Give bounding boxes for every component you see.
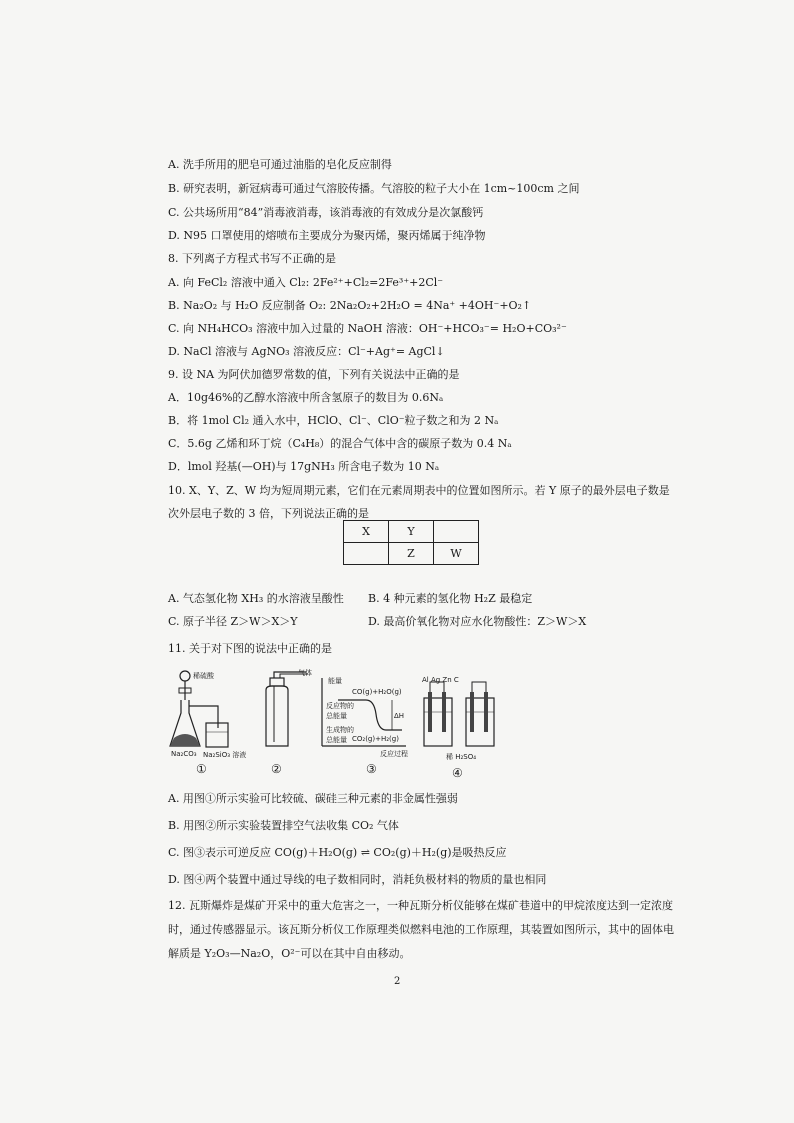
question-8-option-d: D. NaCl 溶液与 AgNO₃ 溶液反应：Cl⁻+Ag⁺= AgCl↓ bbox=[168, 345, 445, 358]
question-10-option-a: A. 气态氢化物 XH₃ 的水溶液呈酸性 bbox=[168, 592, 344, 605]
question-10-line2: 次外层电子数的 3 倍，下列说法正确的是 bbox=[168, 507, 369, 520]
periodic-table-fragment bbox=[343, 520, 479, 565]
figure-4-label: ④ bbox=[452, 766, 463, 780]
figure-3-label: ③ bbox=[366, 762, 377, 776]
question-11-option-a: A. 用图①所示实验可比较硫、碳硅三种元素的非金属性强弱 bbox=[168, 792, 458, 805]
question-8-option-c: C. 向 NH₄HCO₃ 溶液中加入过量的 NaOH 溶液：OH⁻+HCO₃⁻= H₂O+CO₃²⁻ bbox=[168, 322, 567, 335]
cell-w: W bbox=[434, 543, 479, 565]
figure-3-dh-label: ΔH bbox=[394, 712, 405, 720]
question-11-option-c: C. 图③表示可逆反应 CO(g)＋H₂O(g) ⇌ CO₂(g)＋H₂(g)是吸热反应 bbox=[168, 846, 507, 859]
figure-4-acid-label: 稀 H₂SO₄ bbox=[446, 753, 477, 761]
figure-2-label: ② bbox=[271, 762, 282, 776]
figure-3-reactant-total-2: 总能量 bbox=[326, 712, 347, 720]
question-8-option-a: A. 向 FeCl₂ 溶液中通入 Cl₂: 2Fe²⁺+Cl₂=2Fe³⁺+2Cl⁻ bbox=[168, 276, 444, 289]
figure-3-product-total-2: 总能量 bbox=[326, 736, 347, 744]
figure-3-progress-label: 反应过程 bbox=[380, 750, 408, 758]
cell-empty bbox=[344, 543, 389, 565]
question-11-option-b: B. 用图②所示实验装置排空气法收集 CO₂ 气体 bbox=[168, 819, 399, 832]
question-11: 11. 关于对下图的说法中正确的是 bbox=[168, 642, 332, 655]
option-c-line: C. 公共场所用“84”消毒液消毒，该消毒液的有效成分是次氯酸钙 bbox=[168, 206, 484, 219]
question-8-option-b: B. Na₂O₂ 与 H₂O 反应制备 O₂: 2Na₂O₂+2H₂O = 4Na⁺ +4OH⁻+O₂↑ bbox=[168, 299, 532, 312]
question-10-option-b: B. 4 种元素的氢化物 H₂Z 最稳定 bbox=[368, 592, 533, 605]
figure-2-gas-bottle bbox=[258, 668, 318, 758]
question-9: 9. 设 NA 为阿伏加德罗常数的值，下列有关说法中正确的是 bbox=[168, 368, 460, 381]
question-8: 8. 下列离子方程式书写不正确的是 bbox=[168, 252, 336, 265]
question-9-option-c: C．5.6g 乙烯和环丁烷（C₄H₈）的混合气体中含的碳原子数为 0.4 Nₐ bbox=[168, 437, 512, 450]
figure-1-acid-label: 稀硫酸 bbox=[193, 672, 214, 680]
figure-3-reactants-label: CO(g)+H₂O(g) bbox=[352, 688, 402, 696]
figure-1-na2co3-label: Na₂CO₃ bbox=[171, 750, 197, 758]
figure-4-electrodes-label: Al Ag Zn C bbox=[422, 676, 459, 684]
question-9-option-a: A．10g46%的乙醇水溶液中所含氢原子的数目为 0.6Nₐ bbox=[168, 391, 444, 404]
option-b-line: B. 研究表明，新冠病毒可通过气溶胶传播。气溶胶的粒子大小在 1cm~100cm 之间 bbox=[168, 182, 580, 195]
question-11-option-d: D. 图④两个装置中通过导线的电子数相同时，消耗负极材料的物质的量也相同 bbox=[168, 873, 547, 886]
figure-3-products-label: CO₂(g)+H₂(g) bbox=[352, 735, 399, 743]
question-10-line1: 10. X、Y、Z、W 均为短周期元素，它们在元素周期表中的位置如图所示。若 Y 原子的最外层电子数是 bbox=[168, 484, 670, 497]
figure-1-na2sio3-label: Na₂SiO₃ 溶液 bbox=[203, 751, 247, 759]
cell-z: Z bbox=[389, 543, 434, 565]
question-12-line3: 解质是 Y₂O₃—Na₂O，O²⁻可以在其中自由移动。 bbox=[168, 947, 411, 960]
question-12-line1: 12. 瓦斯爆炸是煤矿开采中的重大危害之一，一种瓦斯分析仪能够在煤矿巷道中的甲烷浓度达到一定浓度 bbox=[168, 899, 673, 912]
option-d-line: D. N95 口罩使用的熔喷布主要成分为聚丙烯，聚丙烯属于纯净物 bbox=[168, 229, 486, 242]
option-a-line: A. 洗手所用的肥皂可通过油脂的皂化反应制得 bbox=[168, 158, 392, 171]
question-10-option-c: C. 原子半径 Z＞W＞X＞Y bbox=[168, 615, 298, 628]
cell-empty bbox=[434, 521, 479, 543]
question-12-line2: 时，通过传感器显示。该瓦斯分析仪工作原理类似燃料电池的工作原理，其装置如图所示，其中的固体电 bbox=[168, 923, 674, 936]
figure-3-reactant-total-1: 反应物的 bbox=[326, 702, 354, 710]
question-9-option-d: D．lmol 羟基(—OH)与 17gNH₃ 所含电子数为 10 Nₐ bbox=[168, 460, 440, 473]
page-number: 2 bbox=[394, 976, 401, 987]
figure-3-product-total-1: 生成物的 bbox=[326, 726, 354, 734]
cell-y: Y bbox=[389, 521, 434, 543]
figure-2-gas-label: 气体 bbox=[298, 669, 312, 677]
question-9-option-b: B．将 1mol Cl₂ 通入水中，HClO、Cl⁻、ClO⁻粒子数之和为 2 Nₐ bbox=[168, 414, 499, 427]
figure-3-energy-label: 能量 bbox=[328, 677, 342, 685]
figure-1-label: ① bbox=[196, 762, 207, 776]
figure-1-apparatus bbox=[168, 668, 253, 758]
cell-x: X bbox=[344, 521, 389, 543]
question-10-option-d: D. 最高价氧化物对应水化物酸性：Z＞W＞X bbox=[368, 615, 587, 628]
